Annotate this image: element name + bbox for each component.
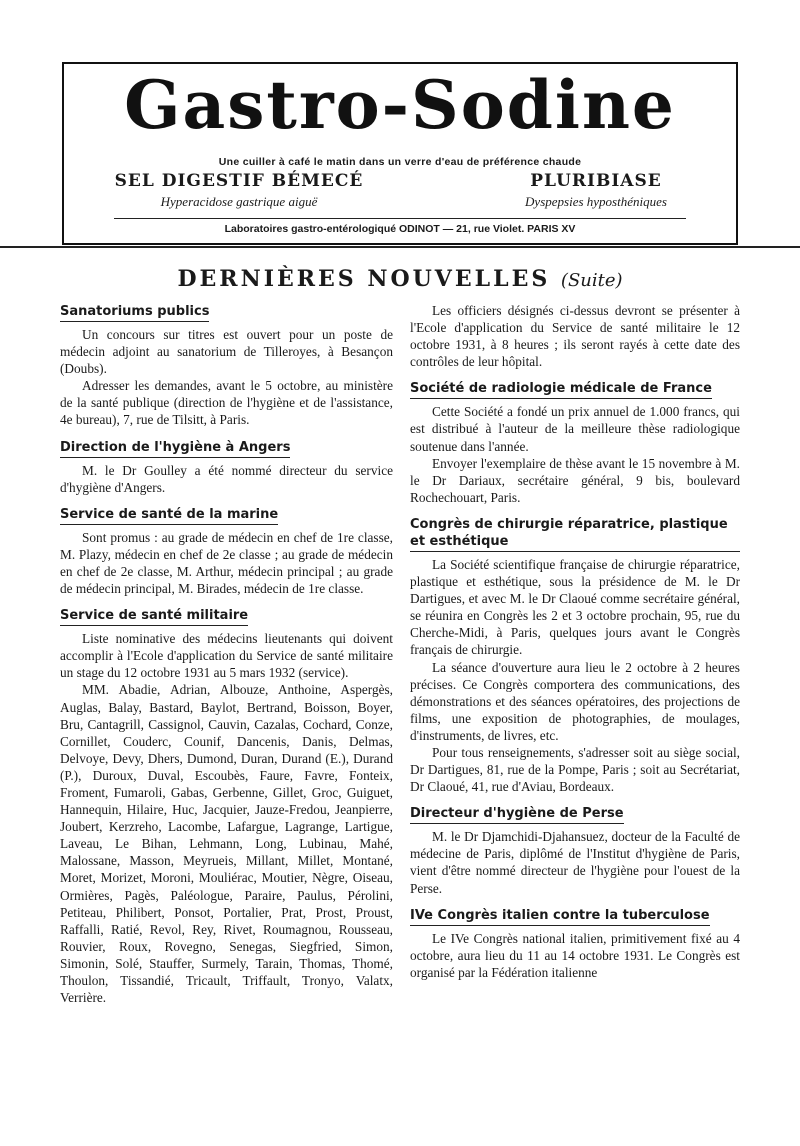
section-title-radiologie: Société de radiologie médicale de France: [410, 380, 712, 399]
paragraph: La Société scientifique française de chirurgie réparatrice, plastique et esthétique, sous la présidence de M. le Dr Dartigues, et avec M. le Dr Claoué comme secrétaire général, se réunira en Congrès les 2 et 3 octobre prochain, 95, rue du Cherche-Midi, à Paris, quelques jours avant le Congrès français de chirurgie.: [410, 556, 740, 658]
advertisement-box: [62, 62, 738, 245]
section-title-tuberculose: IVe Congrès italien contre la tuberculose: [410, 907, 710, 926]
paragraph: Sont promus : au grade de médecin en chef de 1re classe, M. Plazy, médecin en chef de 2e classe ; au grade de médecin en chef de 2e classe, M. Arthur, médecin principal ; au grade de médecin principal, M. Birades, médecin de 1re classe.: [60, 529, 393, 597]
header-divider: [0, 246, 800, 248]
paragraph: La séance d'ouverture aura lieu le 2 octobre à 2 heures précises. Ce Congrès comportera des communications, des démonstrations et des séances opératoires, des projections de films, une exposition de photographies, de moulages, d'instruments, de livres, etc.: [410, 659, 740, 743]
ad-product-left-block: [104, 172, 374, 209]
section-title-sanatoriums: Sanatoriums publics: [60, 303, 209, 322]
ad-indication-left: Hyperacidose gastrique aiguë: [160, 193, 318, 209]
ad-laboratory: Laboratoires gastro-entérologiqué ODINOT — 21, rue Violet. PARIS XV: [224, 223, 576, 235]
page-title-suffix: (Suite): [560, 270, 623, 291]
section-title-militaire: Service de santé militaire: [60, 607, 248, 626]
paragraph: Envoyer l'exemplaire de thèse avant le 15 novembre à M. le Dr Dariaux, secrétaire général, 9 bis, boulevard Rochechouart, Paris.: [410, 455, 740, 505]
paragraph: Le IVe Congrès national italien, primitivement fixé au 4 octobre, aura lieu du 11 au 14 octobre 1931. Le Congrès est organisé par la Fédération italienne: [410, 930, 740, 980]
page-title-text: DERNIÈRES NOUVELLES: [177, 266, 551, 292]
paragraph: Adresser les demandes, avant le 5 octobre, au ministère de la santé publique (direction de l'hygiène et de l'assistance, 4e bureau), 7, rue de Tilsitt, à Paris.: [60, 378, 393, 428]
paragraph-name-list: MM. Abadie, Adrian, Albouze, Anthoine, Aspergès, Auglas, Balay, Bastard, Baylot, Bertrand, Boisson, Boyer, Bru, Cantagrill, Cassignol, Cauvin, Cazalas, Cochard, Conze, Cornillet, Couderc, Counif, Dancenis, Danis, Delmas, Delvoye, Devy, Dhers, Dumond, Duran, Durand (E.), Durand (P.), Duroux, Duval, Escoubès, Faure, Favre, Fonteix, Froment, Fumaroli, Gabas, Gerbenne, Gillet, Groc, Guiguet, Hannequin, Hilaire, Huc, Jacquier, Jauze-Fredou, Jeanpierre, Joubert, Kerzreho, Lacombe, Lafargue, Lagrange, Lartigue, Laveau, Le Bihan, Lehmann, Long, Lubinau, Mahé, Malossane, Masson, Meyrueis, Millant, Millet, Montané, Moret, Morizet, Moroni, Mouliérac, Moutier, Nègre, Oiseau, Ormières, Pagès, Paléologue, Paraire, Paulus, Pérolini, Petiteau, Philibert, Ponsot, Portalier, Prat, Prost, Proust, Raffalli, Ratié, Revol, Rey, Rivet, Roumagnou, Rousseau, Rouvier, Roux, Rovegno, Senegas, Siegfried, Simon, Simonin, Solé, Stauffer, Surmely, Tarain, Thomas, Thomé, Thoulon, Tissandié, Tricault, Triffault, Tronyo, Valatx, Verrière.: [60, 682, 393, 1006]
paragraph: Pour tous renseignements, s'adresser soit au siège social, Dr Dartigues, 81, rue de la Pompe, Paris ; soit au Secrétariat, Dr Claoué, 41, rue d'Aviau, Bordeaux.: [410, 744, 740, 795]
ad-divider: [114, 218, 686, 219]
ad-tagline: Une cuiller à café le matin dans un verre d'eau de préférence chaude: [218, 156, 582, 168]
ad-brand-name: Gastro-Sodine: [124, 66, 676, 144]
ad-product-left: SEL DIGESTIF BÉMECÉ: [114, 171, 364, 191]
page-title: [0, 266, 800, 292]
section-title-perse: Directeur d'hygiène de Perse: [410, 805, 624, 824]
paragraph: Cette Société a fondé un prix annuel de 1.000 francs, qui est distribué à l'auteur de la meilleure thèse radiologique soutenue dans l'année.: [410, 404, 740, 454]
paragraph: Liste nominative des médecins lieutenants qui doivent accomplir à l'Ecole d'application du Service de santé militaire un stage du 12 octobre 1931 au 5 mars 1932 (service).: [60, 631, 393, 681]
ad-product-right: PLURIBIASE: [530, 171, 662, 191]
section-title-chirurgie: Congrès de chirurgie réparatrice, plastique et esthétique: [410, 516, 740, 552]
paragraph: M. le Dr Goulley a été nommé directeur du service d'hygiène d'Angers.: [60, 462, 393, 495]
paragraph: Un concours sur titres est ouvert pour un poste de médecin adjoint au sanatorium de Tilleroyes, à Besançon (Doubs).: [60, 327, 393, 377]
right-column: [410, 302, 740, 981]
paragraph: M. le Dr Djamchidi-Djahansuez, docteur de la Faculté de médecine de Paris, diplômé de l'Institut d'hygiène de Paris, vient d'être nommé directeur de l'hygiène pour l'ouest de la Perse.: [410, 829, 740, 896]
ad-indication-right: Dyspepsies hyposthéniques: [525, 193, 667, 209]
section-title-marine: Service de santé de la marine: [60, 506, 278, 525]
ad-product-right-block: [496, 172, 696, 209]
paragraph: Les officiers désignés ci-dessus devront se présenter à l'Ecole d'application du Service de santé militaire le 12 octobre 1931, à 8 heures ; ils seront rayés à cette date des contrôles de leur hôpital.: [410, 303, 740, 370]
section-title-angers: Direction de l'hygiène à Angers: [60, 439, 290, 458]
left-column: [60, 302, 393, 1006]
